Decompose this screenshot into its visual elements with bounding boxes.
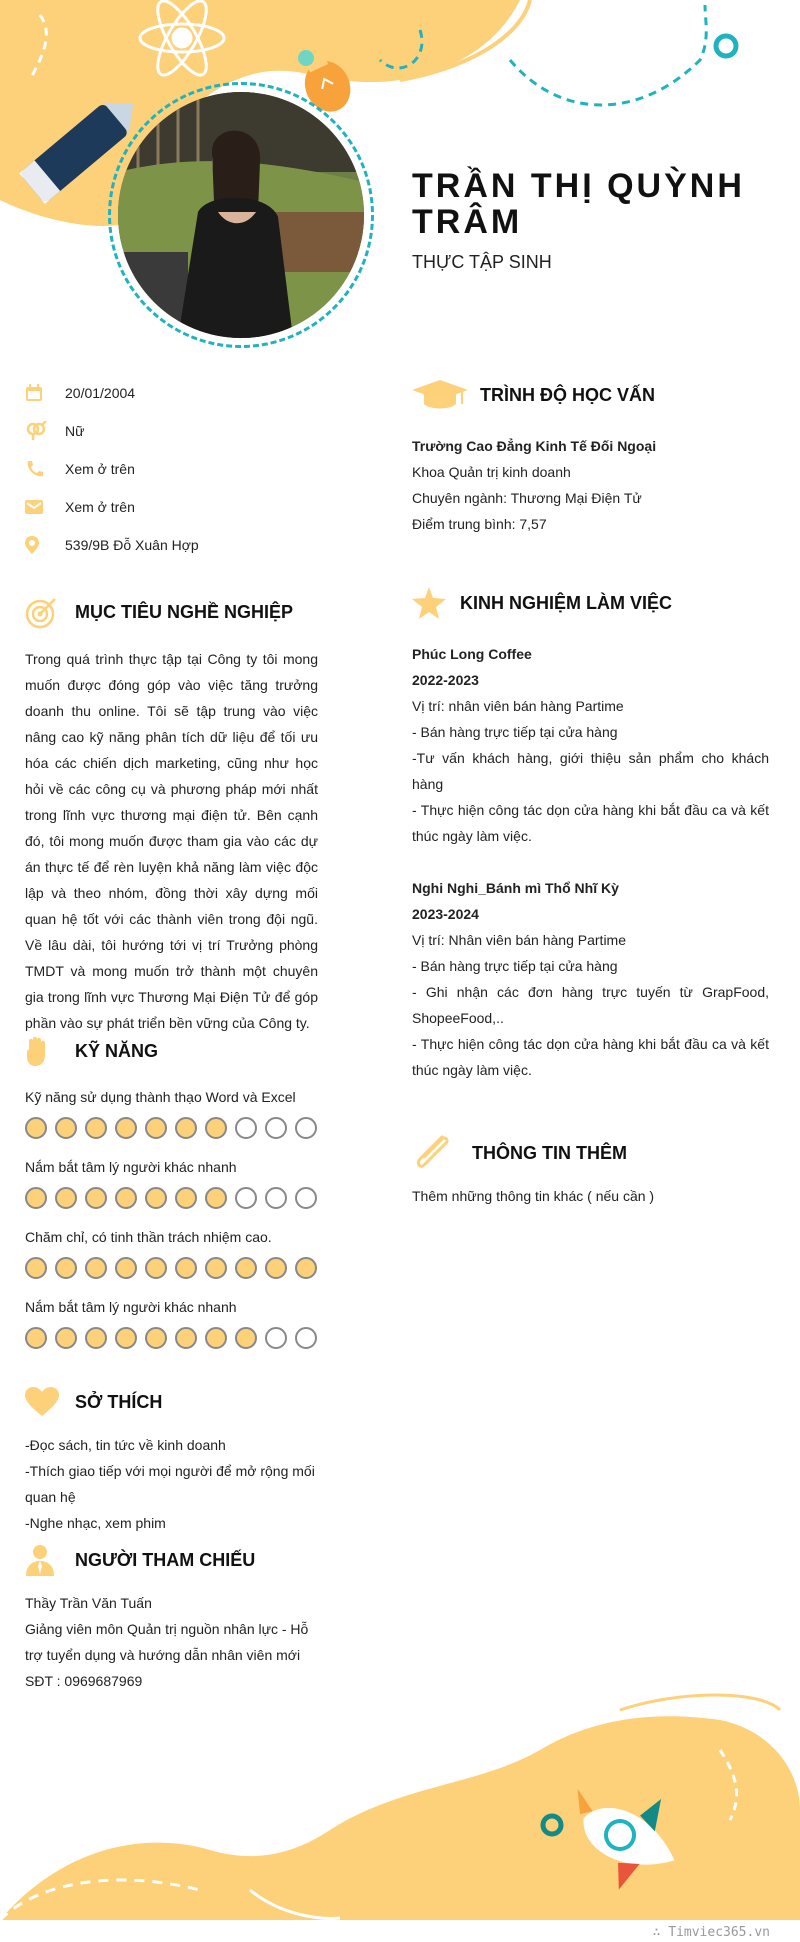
objective-header xyxy=(25,592,318,632)
skill-name: Nắm bắt tâm lý người khác nhanh xyxy=(25,1159,237,1175)
contact-row-email xyxy=(25,488,318,526)
education-header xyxy=(412,375,769,415)
rating-dot-filled xyxy=(145,1187,167,1209)
rating-dot-filled xyxy=(205,1257,227,1279)
education-line: Chuyên ngành: Thương Mại Điện Tử xyxy=(412,490,642,506)
rating-dot-empty xyxy=(295,1327,317,1349)
rating-dot-empty xyxy=(235,1117,257,1139)
job-period: 2023-2024 xyxy=(412,906,479,922)
location-icon xyxy=(25,536,65,554)
school-name: Trường Cao Đẳng Kinh Tế Đối Ngoại xyxy=(412,438,657,454)
rating-dot-filled xyxy=(85,1187,107,1209)
education-line: Khoa Quản trị kinh doanh xyxy=(412,464,571,480)
candidate-name: TRẦN THỊ QUỲNH TRÂM xyxy=(412,167,745,241)
extra-title: THÔNG TIN THÊM xyxy=(472,1142,627,1163)
rating-dot-empty xyxy=(265,1117,287,1139)
job-line: - Thực hiện công tác dọn cửa hàng khi bắt đầu ca và kết thúc ngày làm việc. xyxy=(412,1036,769,1078)
rating-dot-filled xyxy=(85,1257,107,1279)
contact-row-gender xyxy=(25,412,318,450)
person-icon xyxy=(25,1544,75,1576)
rating-dot-filled xyxy=(235,1257,257,1279)
experience-title: KINH NGHIỆM LÀM VIỆC xyxy=(460,592,673,613)
objective-title: MỤC TIÊU NGHỀ NGHIỆP xyxy=(75,601,294,622)
phone-value: Xem ở trên xyxy=(65,461,135,477)
reference-phone: SĐT : 0969687969 xyxy=(25,1673,143,1689)
rating-dot-filled xyxy=(175,1257,197,1279)
job-line: Vị trí: nhân viên bán hàng Partime xyxy=(412,698,624,714)
job-line: -Tư vấn khách hàng, giới thiệu sản phẩm cho khách hàng xyxy=(412,750,769,792)
contact-info xyxy=(25,374,318,564)
gender-icon xyxy=(25,421,65,441)
job-line: - Ghi nhận các đơn hàng trực tuyến từ GrapFood, ShopeeFood,.. xyxy=(412,984,769,1026)
job-line: - Bán hàng trực tiếp tại cửa hàng xyxy=(412,724,618,740)
rating-dot-filled xyxy=(55,1117,77,1139)
rating-dot-filled xyxy=(55,1327,77,1349)
watermark: ∴ Timviec365.vn xyxy=(652,1925,770,1940)
rating-dot-empty xyxy=(295,1187,317,1209)
rating-dot-filled xyxy=(25,1117,47,1139)
rating-dot-filled xyxy=(25,1327,47,1349)
skill-rating xyxy=(25,1257,318,1279)
skill-name: Nắm bắt tâm lý người khác nhanh xyxy=(25,1299,237,1315)
rating-dot-empty xyxy=(265,1327,287,1349)
rating-dot-empty xyxy=(265,1187,287,1209)
skill-rating xyxy=(25,1117,318,1139)
skills-header xyxy=(25,1031,318,1071)
hobbies-title: SỞ THÍCH xyxy=(75,1391,163,1412)
rating-dot-filled xyxy=(115,1117,137,1139)
extra-text: Thêm những thông tin khác ( nếu cần ) xyxy=(412,1188,655,1204)
job-line: Vị trí: Nhân viên bán hàng Partime xyxy=(412,932,627,948)
job-line: - Thực hiện công tác dọn cửa hàng khi bắt đầu ca và kết thúc ngày làm việc. xyxy=(412,802,769,844)
rating-dot-filled xyxy=(115,1257,137,1279)
education-details xyxy=(412,433,769,537)
hobbies-header xyxy=(25,1382,318,1422)
hobby-item: -Đọc sách, tin tức về kinh doanh xyxy=(25,1437,226,1453)
education-line: Điểm trung bình: 7,57 xyxy=(412,516,547,532)
heart-icon xyxy=(25,1387,75,1417)
rating-dot-filled xyxy=(145,1117,167,1139)
rating-dot-filled xyxy=(115,1187,137,1209)
address-value: 539/9B Đỗ Xuân Hợp xyxy=(65,537,199,553)
rating-dot-filled xyxy=(205,1327,227,1349)
job-company: Phúc Long Coffee xyxy=(412,646,532,662)
hobby-item: -Thích giao tiếp với mọi người để mở rộng mối quan hệ xyxy=(25,1463,315,1505)
hobbies-list xyxy=(25,1432,318,1536)
rating-dot-filled xyxy=(85,1117,107,1139)
rating-dot-filled xyxy=(235,1327,257,1349)
reference-role: Giảng viên môn Quản trị nguồn nhân lực - Hỗ trợ tuyển dụng và hướng dẫn nhân viên mới xyxy=(25,1621,309,1663)
rating-dot-filled xyxy=(115,1327,137,1349)
graduation-cap-icon xyxy=(412,378,480,412)
extra-header xyxy=(412,1133,769,1173)
photo-illustration xyxy=(118,92,364,338)
reference-name: Thầy Trần Văn Tuấn xyxy=(25,1595,152,1611)
email-icon xyxy=(25,499,65,515)
rating-dot-filled xyxy=(175,1117,197,1139)
contact-row-phone xyxy=(25,450,318,488)
references-section xyxy=(25,1540,318,1694)
education-section xyxy=(412,375,769,537)
job-period: 2022-2023 xyxy=(412,672,479,688)
experience-header xyxy=(412,583,769,623)
references-list xyxy=(25,1590,318,1694)
rating-dot-filled xyxy=(295,1257,317,1279)
skill-name: Chăm chỉ, có tinh thần trách nhiệm cao. xyxy=(25,1229,272,1245)
phone-icon xyxy=(25,460,65,478)
job-entry xyxy=(412,641,769,849)
rating-dot-filled xyxy=(205,1117,227,1139)
education-title: TRÌNH ĐỘ HỌC VẤN xyxy=(480,384,655,405)
profile-photo xyxy=(108,82,374,348)
rating-dot-filled xyxy=(85,1327,107,1349)
extra-section xyxy=(412,1133,769,1209)
objective-section xyxy=(25,592,318,1036)
rating-dot-empty xyxy=(295,1117,317,1139)
references-title: NGƯỜI THAM CHIẾU xyxy=(75,1549,256,1570)
skills-list xyxy=(25,1087,318,1349)
rating-dot-filled xyxy=(205,1187,227,1209)
job-line: - Bán hàng trực tiếp tại cửa hàng xyxy=(412,958,618,974)
rating-dot-filled xyxy=(145,1257,167,1279)
experience-section xyxy=(412,583,769,1083)
skills-title: KỸ NĂNG xyxy=(75,1040,159,1061)
rating-dot-filled xyxy=(55,1187,77,1209)
rating-dot-filled xyxy=(175,1187,197,1209)
calendar-icon xyxy=(25,384,65,402)
job-entry xyxy=(412,875,769,1083)
objective-text: Trong quá trình thực tập tại Công ty tôi mong muốn được đóng góp vào việc tăng trưởng doanh thu online. Tôi sẽ tập trung vào việc nâng cao kỹ năng phân tích dữ liệu để tối ưu hóa các chiến dịch marketing, cũng như học hỏi về các công cụ và phương pháp mới nhất trong lĩnh vực thương mại điện tử. Bên cạnh đó, tôi mong muốn được tham gia vào các dự án thực tế để rèn luyện khả năng làm việc độc lập và theo nhóm, đồng thời xây dựng mối quan hệ tốt với các thành viên trong đội ngũ. Về lâu dài, tôi hướng tới vị trí Trưởng phòng TMDT và mong muốn trở thành một chuyên gia trong lĩnh vực Thương Mại Điện Tử để góp phần vào sự phát triển bền vững của Công ty. xyxy=(25,651,318,1031)
skill-name: Kỹ năng sử dụng thành thạo Word và Excel xyxy=(25,1089,296,1105)
avatar xyxy=(118,92,364,338)
rating-dot-filled xyxy=(175,1327,197,1349)
rating-dot-filled xyxy=(265,1257,287,1279)
email-value: Xem ở trên xyxy=(65,499,135,515)
rating-dot-filled xyxy=(145,1327,167,1349)
star-icon xyxy=(412,587,460,619)
references-header xyxy=(25,1540,318,1580)
hobbies-section xyxy=(25,1382,318,1536)
hobby-item: -Nghe nhạc, xem phim xyxy=(25,1515,166,1531)
contact-row-birthdate xyxy=(25,374,318,412)
skills-section xyxy=(25,1031,318,1367)
rating-dot-empty xyxy=(235,1187,257,1209)
rating-dot-filled xyxy=(55,1257,77,1279)
candidate-position: THỰC TẬP SINH xyxy=(412,252,552,272)
skill-rating xyxy=(25,1187,318,1209)
rating-dot-filled xyxy=(25,1257,47,1279)
hand-icon xyxy=(25,1035,75,1067)
rating-dot-filled xyxy=(25,1187,47,1209)
target-icon xyxy=(25,595,75,629)
bottom-decoration xyxy=(0,1690,800,1930)
birthdate-value: 20/01/2004 xyxy=(65,385,136,401)
paperclip-icon xyxy=(412,1133,472,1173)
contact-row-address xyxy=(25,526,318,564)
gender-value: Nữ xyxy=(65,423,85,439)
skill-rating xyxy=(25,1327,318,1349)
job-company: Nghi Nghi_Bánh mì Thổ Nhĩ Kỳ xyxy=(412,880,619,896)
